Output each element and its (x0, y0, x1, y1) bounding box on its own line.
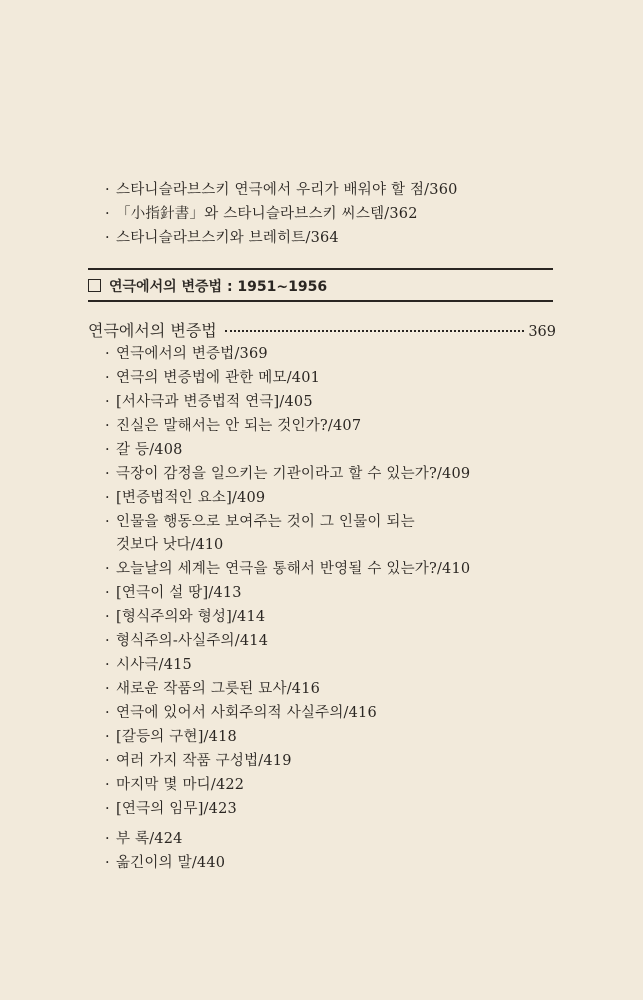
toc-item[interactable] (105, 464, 470, 484)
toc-item[interactable] (105, 440, 183, 460)
bullet: · (105, 394, 110, 410)
toc-item-label: 형식주의-사실주의/414 (116, 633, 269, 649)
toc-item-label: 마지막 몇 마디/422 (116, 777, 245, 793)
main-toc-entry[interactable] (88, 318, 556, 341)
bullet: · (105, 705, 110, 721)
bullet: · (105, 466, 110, 482)
bullet: · (105, 585, 110, 601)
toc-item-label: 「小指針書」와 스타니슬라브스키 씨스템/362 (116, 206, 418, 222)
toc-item[interactable] (105, 679, 320, 699)
checkbox-square-icon (88, 279, 101, 292)
toc-item[interactable] (105, 392, 313, 412)
toc-item[interactable] (105, 512, 415, 532)
toc-item[interactable] (105, 368, 320, 388)
bullet: · (105, 418, 110, 434)
main-entry-title: 연극에서의 변증법 (88, 321, 217, 340)
toc-item[interactable] (105, 488, 265, 508)
bullet: · (105, 801, 110, 817)
toc-item-label: 스타니슬라브스키와 브레히트/364 (116, 230, 339, 246)
toc-item[interactable] (105, 751, 292, 771)
toc-item[interactable] (105, 799, 237, 819)
toc-item[interactable] (105, 559, 470, 579)
bullet: · (105, 681, 110, 697)
toc-item-label: [연극이 설 땅]/413 (116, 585, 242, 601)
bullet: · (105, 831, 110, 847)
bullet: · (105, 370, 110, 386)
bullet: · (105, 561, 110, 577)
toc-item-label: [서사극과 변증법적 연극]/405 (116, 394, 313, 410)
bullet: · (105, 777, 110, 793)
toc-item-label: [연극의 임무]/423 (116, 801, 237, 817)
toc-item-label: 진실은 말해서는 안 되는 것인가?/407 (116, 418, 362, 434)
main-entry-page: 369 (528, 324, 556, 340)
toc-item-label: [형식주의와 형성]/414 (116, 609, 266, 625)
toc-item-label: 오늘날의 세계는 연극을 통해서 반영될 수 있는가?/410 (116, 561, 471, 577)
bullet: · (105, 442, 110, 458)
toc-item-label: 옮긴이의 말/440 (116, 855, 226, 871)
toc-item-label: 인물을 행동으로 보여주는 것이 그 인물이 되는 (116, 514, 415, 530)
bullet: · (105, 490, 110, 506)
toc-item[interactable] (105, 180, 458, 200)
toc-item-label: 갈 등/408 (116, 442, 183, 458)
toc-item-label: 부 록/424 (116, 831, 183, 847)
toc-item-label: 연극에서의 변증법/369 (116, 346, 268, 362)
toc-item-label: [갈등의 구현]/418 (116, 729, 237, 745)
toc-item-translator-note[interactable] (105, 853, 225, 873)
bullet: · (105, 657, 110, 673)
toc-item[interactable] (105, 775, 244, 795)
toc-item-label: 연극에 있어서 사회주의적 사실주의/416 (116, 705, 377, 721)
toc-item-label: [변증법적인 요소]/409 (116, 490, 266, 506)
toc-item[interactable] (105, 583, 242, 603)
bullet: · (105, 729, 110, 745)
toc-item-appendix[interactable] (105, 829, 183, 849)
toc-item[interactable] (105, 607, 265, 627)
toc-item-label: 스타니슬라브스키 연극에서 우리가 배워야 할 점/360 (116, 182, 458, 198)
toc-item[interactable] (105, 631, 268, 651)
toc-item-label: 시사극/415 (116, 657, 192, 673)
bullet: · (105, 753, 110, 769)
toc-item[interactable] (105, 655, 192, 675)
section-heading-text: 연극에서의 변증법 : 1951~1956 (109, 279, 328, 295)
section-rule-top (88, 268, 553, 270)
bullet: · (105, 182, 110, 198)
toc-item[interactable] (105, 204, 418, 224)
toc-item[interactable] (105, 228, 339, 248)
bullet: · (105, 609, 110, 625)
bullet: · (105, 230, 110, 246)
bullet: · (105, 346, 110, 362)
leader-dots (225, 330, 525, 332)
toc-item[interactable] (105, 703, 377, 723)
bullet: · (105, 514, 110, 530)
section-heading (88, 276, 327, 296)
toc-item-label: 연극의 변증법에 관한 메모/401 (116, 370, 321, 386)
toc-item-label: 새로운 작품의 그릇된 묘사/416 (116, 681, 321, 697)
toc-item-continuation: 것보다 낫다/410 (116, 537, 224, 553)
toc-item[interactable] (105, 727, 237, 747)
toc-item-label: 극장이 감정을 일으키는 기관이라고 할 수 있는가?/409 (116, 466, 471, 482)
bullet: · (105, 206, 110, 222)
section-rule-bottom (88, 300, 553, 302)
bullet: · (105, 633, 110, 649)
toc-item[interactable] (105, 344, 268, 364)
toc-item-label: 여러 가지 작품 구성법/419 (116, 753, 292, 769)
toc-item[interactable] (105, 416, 361, 436)
bullet: · (105, 855, 110, 871)
